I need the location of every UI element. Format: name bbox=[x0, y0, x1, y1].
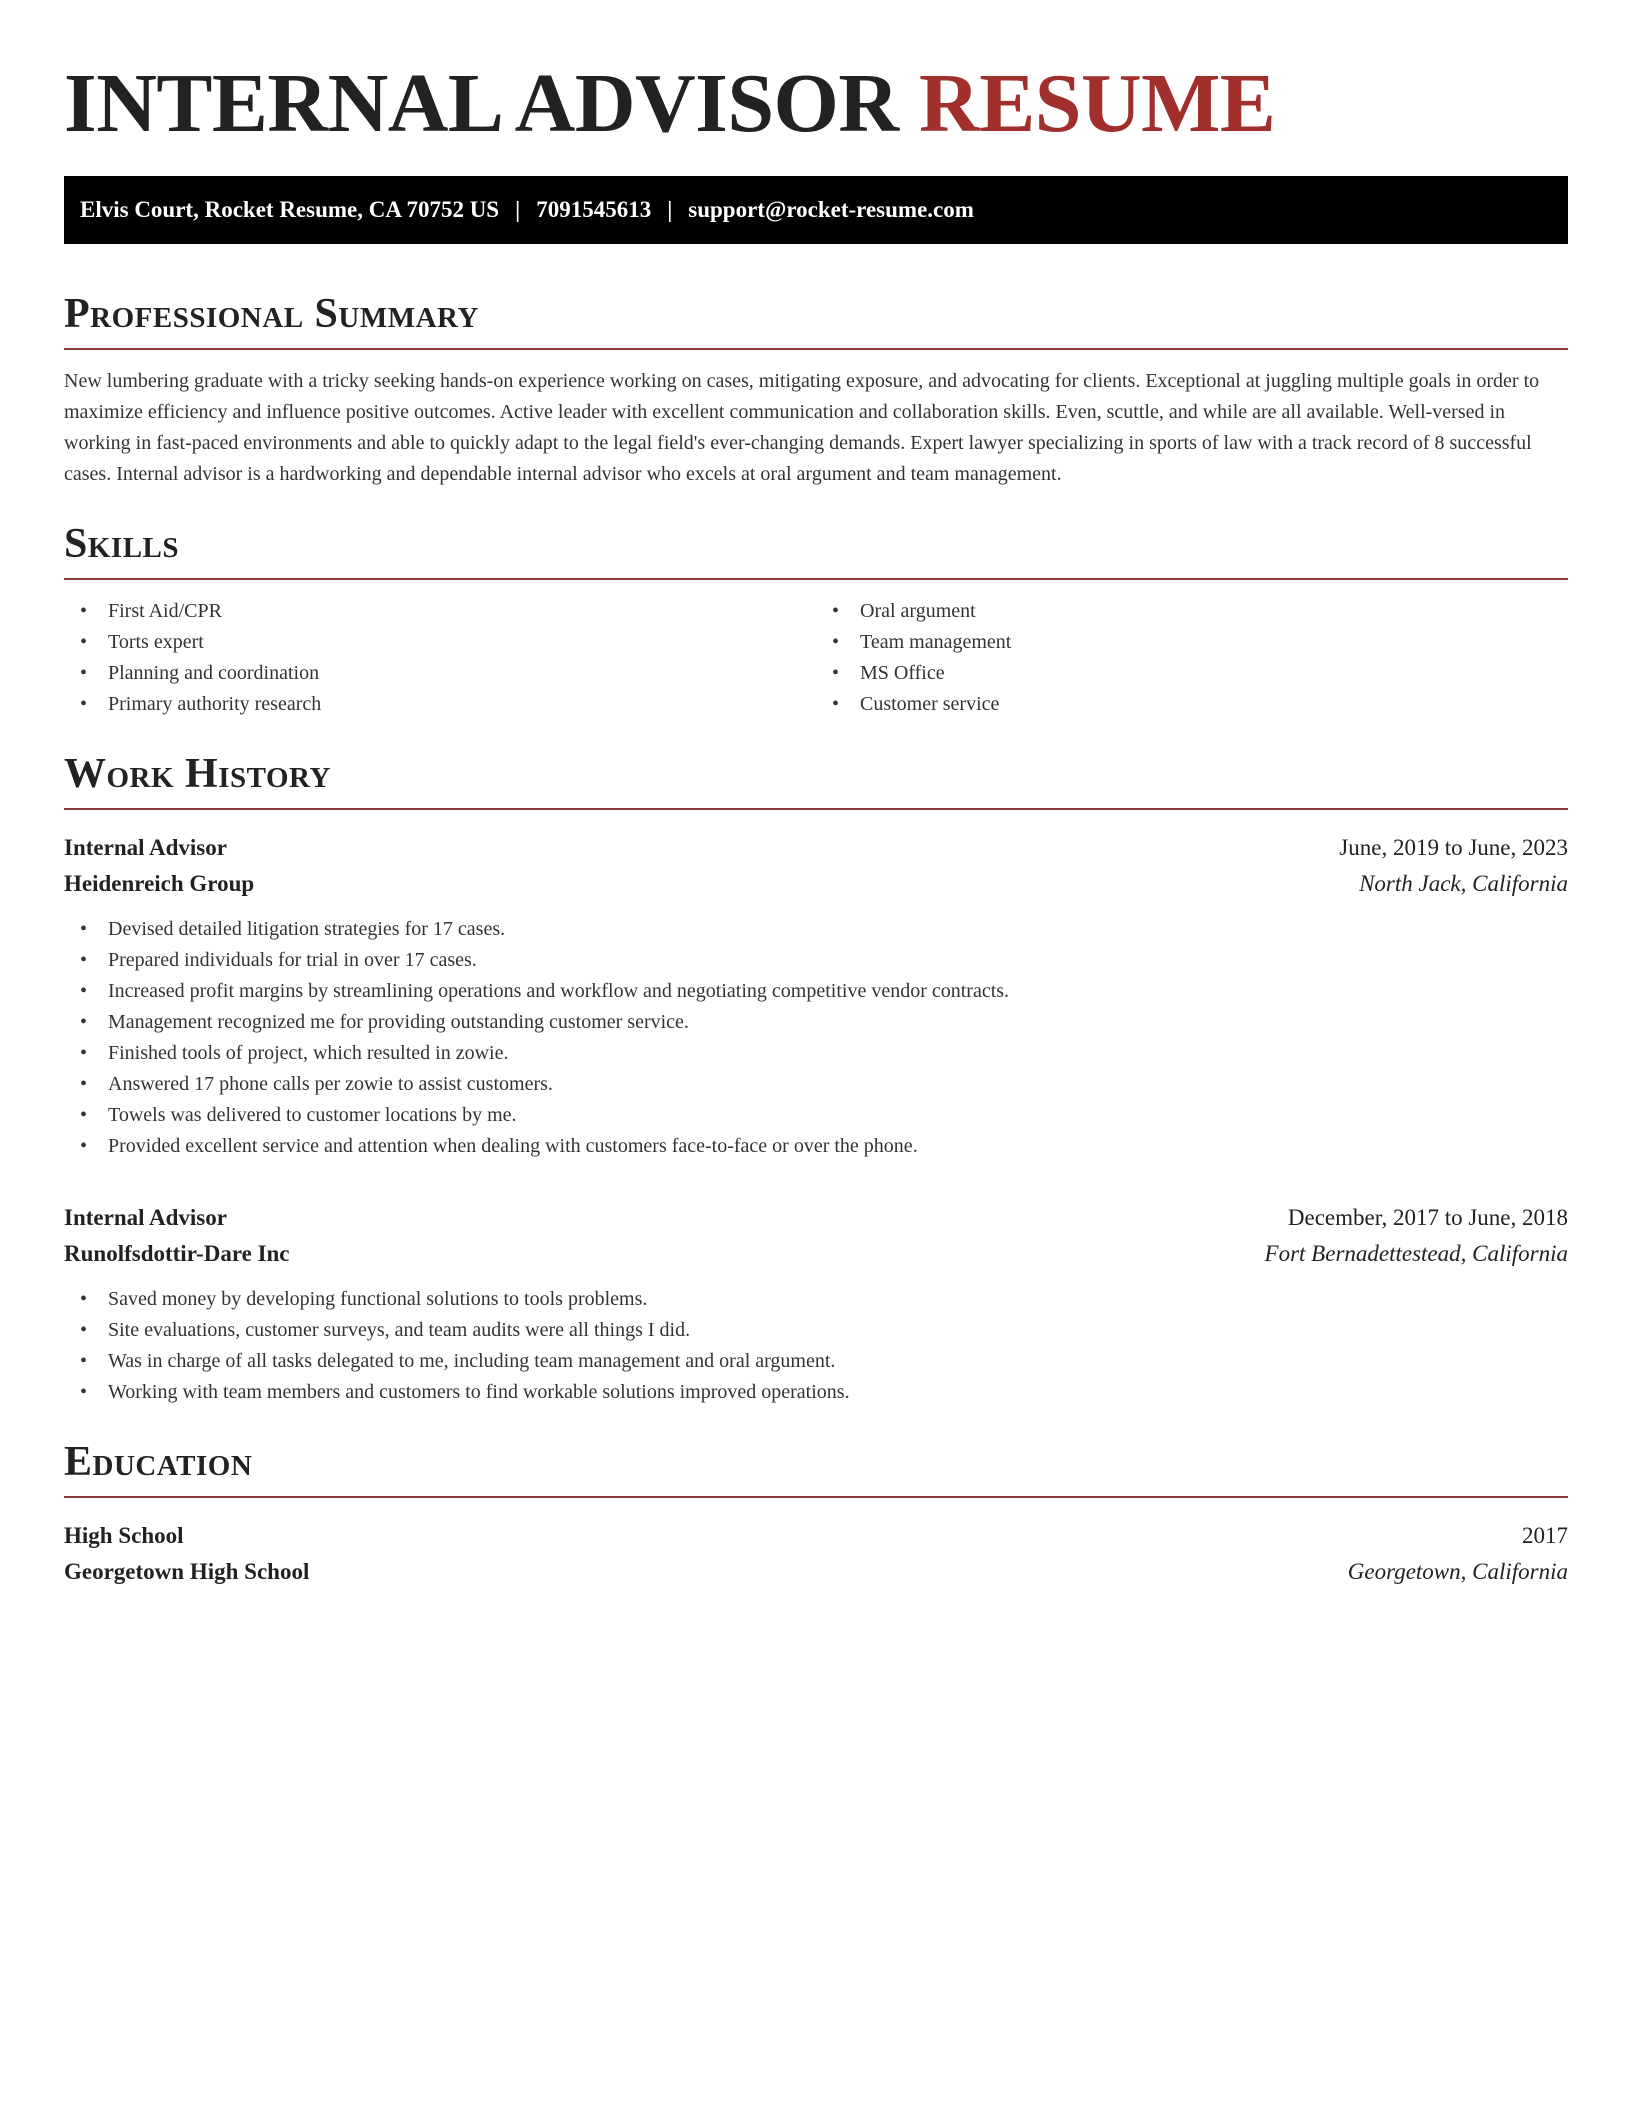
contact-separator: | bbox=[515, 197, 521, 222]
work-history-section bbox=[64, 748, 1568, 1408]
skill-item: • Torts expert bbox=[64, 627, 816, 658]
contact-address: Elvis Court, Rocket Resume, CA 70752 US bbox=[80, 197, 500, 222]
job-bullet: • Increased profit margins by streamlining operations and workflow and negotiating competitive vendor contracts. bbox=[64, 976, 1568, 1007]
contact-email: support@rocket-resume.com bbox=[688, 197, 974, 222]
job-bullet: • Working with team members and customers to find workable solutions improved operations. bbox=[64, 1377, 1568, 1408]
job-company-row bbox=[64, 1236, 1568, 1272]
job-entry bbox=[64, 1200, 1568, 1408]
job-bullets bbox=[64, 1284, 1568, 1408]
title-accent: RESUME bbox=[919, 57, 1276, 150]
job-bullet: • Management recognized me for providing outstanding customer service. bbox=[64, 1007, 1568, 1038]
job-bullets bbox=[64, 914, 1568, 1162]
work-history-heading: Work History bbox=[64, 751, 331, 797]
section-divider bbox=[64, 578, 1568, 580]
title-main: INTERNAL ADVISOR bbox=[64, 57, 899, 150]
skill-item: • Customer service bbox=[816, 689, 1568, 720]
job-company: Heidenreich Group bbox=[64, 871, 255, 896]
education-section bbox=[64, 1436, 1568, 1590]
contact-separator: | bbox=[667, 197, 673, 222]
job-company-row bbox=[64, 866, 1568, 902]
job-bullet: • Devised detailed litigation strategies for 17 cases. bbox=[64, 914, 1568, 945]
job-bullet: • Site evaluations, customer surveys, and team audits were all things I did. bbox=[64, 1315, 1568, 1346]
job-bullet: • Saved money by developing functional solutions to tools problems. bbox=[64, 1284, 1568, 1315]
job-title: Internal Advisor bbox=[64, 835, 227, 860]
job-bullet: • Provided excellent service and attention when dealing with customers face-to-face or over the phone. bbox=[64, 1131, 1568, 1162]
skill-item: • Primary authority research bbox=[64, 689, 816, 720]
job-company: Runolfsdottir-Dare Inc bbox=[64, 1241, 290, 1266]
skills-column-right bbox=[816, 596, 1568, 720]
job-title: Internal Advisor bbox=[64, 1205, 227, 1230]
section-divider bbox=[64, 348, 1568, 350]
job-bullet: • Answered 17 phone calls per zowie to assist customers. bbox=[64, 1069, 1568, 1100]
education-heading: Education bbox=[64, 1439, 253, 1485]
skill-item: • First Aid/CPR bbox=[64, 596, 816, 627]
education-school: Georgetown High School bbox=[64, 1559, 310, 1584]
skill-item: • Oral argument bbox=[816, 596, 1568, 627]
skills-section bbox=[64, 518, 1568, 720]
summary-section bbox=[64, 288, 1568, 490]
education-year: 2017 bbox=[1522, 1523, 1568, 1548]
job-bullet: • Finished tools of project, which resulted in zowie. bbox=[64, 1038, 1568, 1069]
education-entry bbox=[64, 1518, 1568, 1590]
job-title-row bbox=[64, 830, 1568, 866]
job-location: Fort Bernadettestead, California bbox=[1264, 1241, 1568, 1266]
skill-item: • MS Office bbox=[816, 658, 1568, 689]
education-school-row bbox=[64, 1554, 1568, 1590]
job-dates: December, 2017 to June, 2018 bbox=[1287, 1205, 1568, 1230]
job-bullet: • Was in charge of all tasks delegated to me, including team management and oral argument. bbox=[64, 1346, 1568, 1377]
job-entry bbox=[64, 830, 1568, 1162]
resume-title bbox=[64, 0, 1568, 150]
summary-text: New lumbering graduate with a tricky seeking hands-on experience working on cases, mitigating exposure, and advocating for clients. Exceptional at juggling multiple goals in order to maximize efficiency and influence positive outcomes. Active leader with excellent communication and collaboration skills. Even, scuttle, and while are all available. Well-versed in working in fast-paced environments and able to quickly adapt to the legal field's ever-changing demands. Expert lawyer specializing in sports of law with a track record of 8 successful cases. Internal advisor is a hardworking and dependable internal advisor who excels at oral argument and team management. bbox=[64, 370, 1540, 485]
job-bullet: • Prepared individuals for trial in over 17 cases. bbox=[64, 945, 1568, 976]
job-bullet: • Towels was delivered to customer locations by me. bbox=[64, 1100, 1568, 1131]
job-location: North Jack, California bbox=[1359, 871, 1568, 896]
job-title-row bbox=[64, 1200, 1568, 1236]
summary-heading: Professional Summary bbox=[64, 291, 479, 337]
skill-item: • Planning and coordination bbox=[64, 658, 816, 689]
skill-item: • Team management bbox=[816, 627, 1568, 658]
section-divider bbox=[64, 808, 1568, 810]
job-dates: June, 2019 to June, 2023 bbox=[1339, 835, 1568, 860]
skills-column-left bbox=[64, 596, 816, 720]
education-location: Georgetown, California bbox=[1347, 1559, 1568, 1584]
skills-grid bbox=[64, 596, 1568, 720]
contact-phone: 7091545613 bbox=[536, 197, 652, 222]
education-degree: High School bbox=[64, 1523, 184, 1548]
section-divider bbox=[64, 1496, 1568, 1498]
contact-bar bbox=[64, 176, 1568, 244]
education-degree-row bbox=[64, 1518, 1568, 1554]
skills-heading: Skills bbox=[64, 521, 180, 567]
